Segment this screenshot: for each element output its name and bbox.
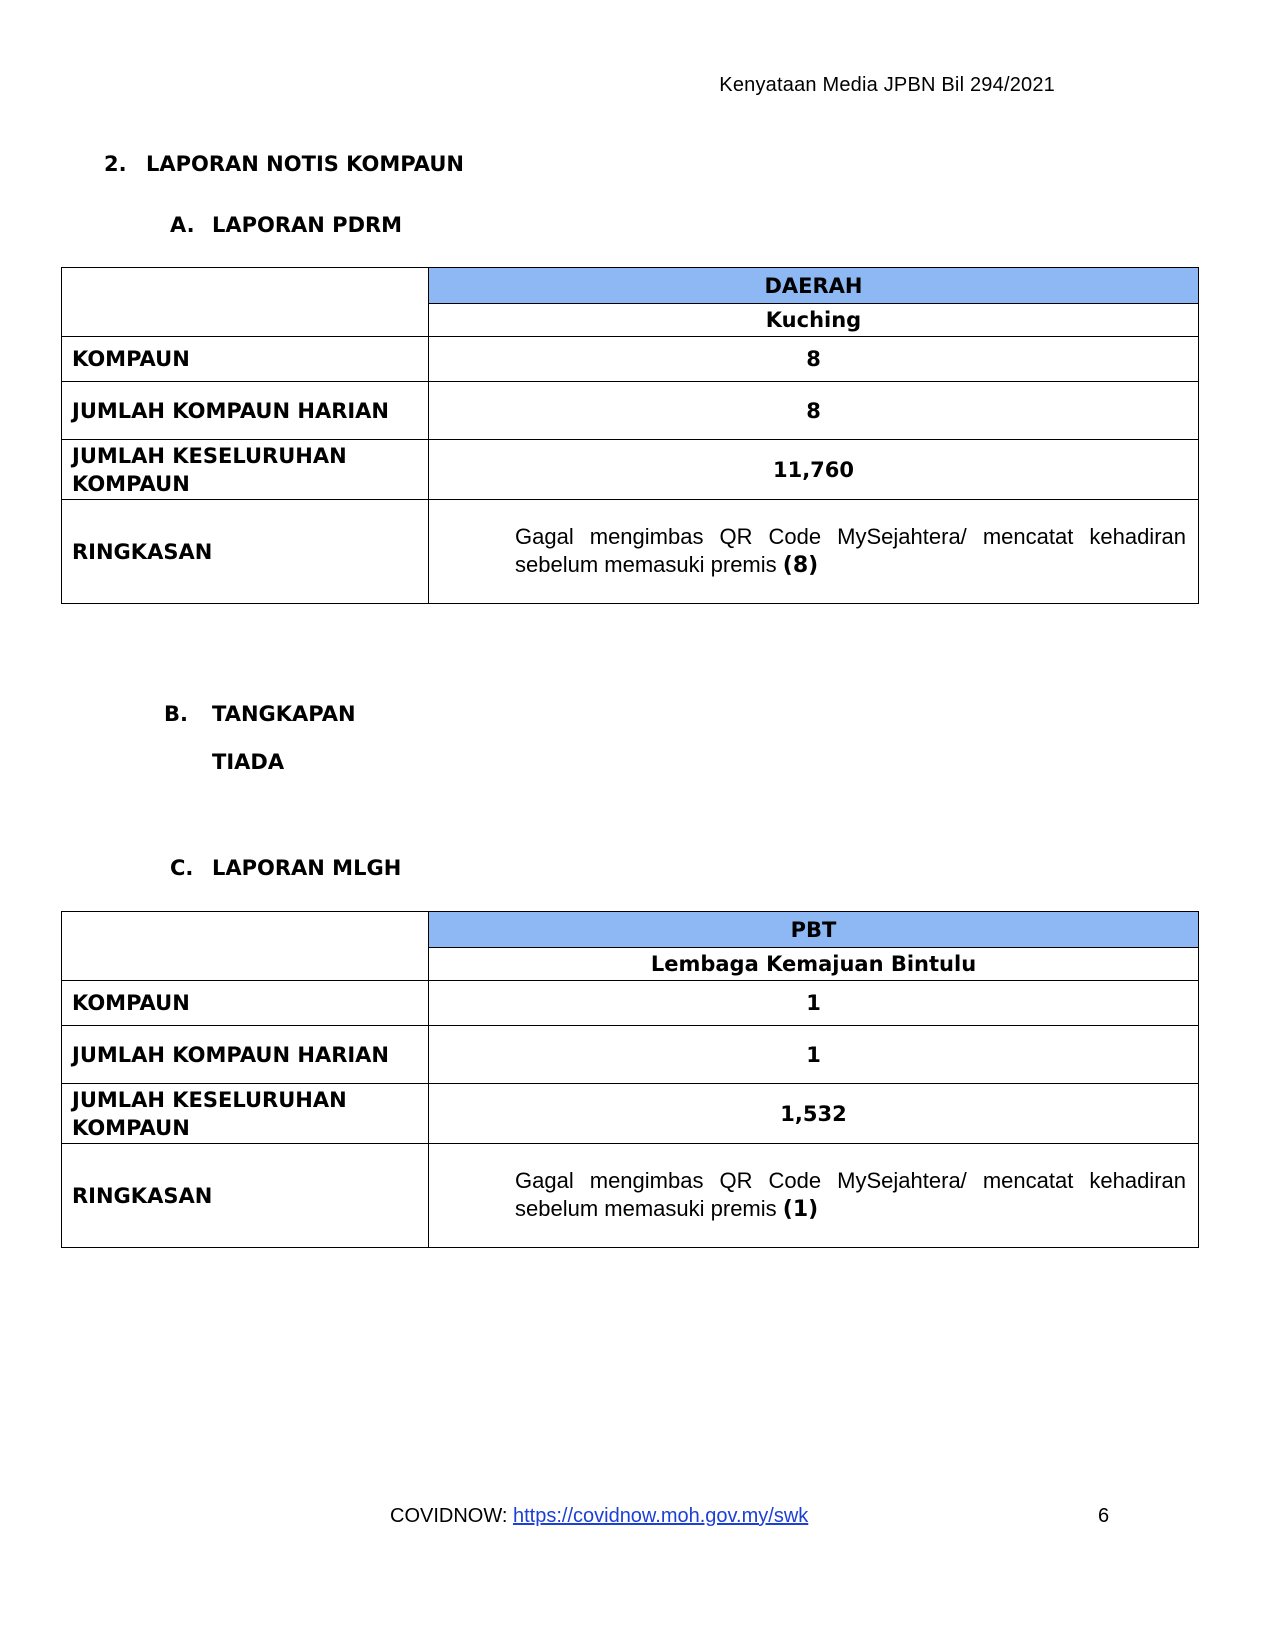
mlgh-group-header: PBT <box>429 912 1199 948</box>
part-c-letter: C. <box>170 856 194 880</box>
row-label-total-line2: KOMPAUN <box>72 471 190 496</box>
row-label-total-line1: JUMLAH KESELURUHAN <box>72 1087 347 1112</box>
section-title: LAPORAN NOTIS KOMPAUN <box>146 152 464 176</box>
summary-description: Gagal mengimbas QR Code MySejahtera/ mencatat kehadiran sebelum memasuki premis <box>515 1168 1186 1221</box>
footer-prefix: COVIDNOW: <box>390 1505 513 1527</box>
row-value-daily: 8 <box>429 382 1199 440</box>
row-label-daily: JUMLAH KOMPAUN HARIAN <box>62 382 429 440</box>
table-row <box>62 440 1199 500</box>
footer <box>390 1505 808 1528</box>
part-c-title: LAPORAN MLGH <box>212 856 402 880</box>
table-row <box>62 1084 1199 1144</box>
row-label-total <box>62 1084 429 1144</box>
part-a-letter: A. <box>170 213 195 237</box>
pdrm-column-header: Kuching <box>429 304 1199 337</box>
part-c-heading <box>170 856 401 880</box>
summary-count: (1) <box>782 1197 819 1222</box>
document-reference: Kenyataan Media JPBN Bil 294/2021 <box>719 74 1055 96</box>
row-label-daily: JUMLAH KOMPAUN HARIAN <box>62 1026 429 1084</box>
part-b-letter: B. <box>164 702 188 726</box>
row-value-summary <box>429 1144 1199 1248</box>
covidnow-link[interactable]: https://covidnow.moh.gov.my/swk <box>512 1505 809 1527</box>
mlgh-column-header: Lembaga Kemajuan Bintulu <box>429 948 1199 981</box>
row-label-summary: RINGKASAN <box>62 500 429 604</box>
page-number: 6 <box>1098 1505 1110 1527</box>
row-label-summary: RINGKASAN <box>62 1144 429 1248</box>
pdrm-table <box>61 267 1199 604</box>
row-label-kompaun: KOMPAUN <box>62 337 429 382</box>
section-number: 2. <box>104 152 127 176</box>
table-row <box>62 1144 1199 1248</box>
mlgh-table <box>61 911 1199 1248</box>
summary-text <box>515 1167 1186 1224</box>
summary-text <box>515 523 1186 580</box>
part-b-title: TANGKAPAN <box>212 702 356 726</box>
row-value-kompaun: 8 <box>429 337 1199 382</box>
row-value-total: 1,532 <box>429 1084 1199 1144</box>
summary-description: Gagal mengimbas QR Code MySejahtera/ mencatat kehadiran sebelum memasuki premis <box>515 524 1186 577</box>
mlgh-table-corner <box>62 912 429 981</box>
part-a-title: LAPORAN PDRM <box>212 213 403 237</box>
row-label-total <box>62 440 429 500</box>
table-row <box>62 382 1199 440</box>
table-row <box>62 337 1199 382</box>
section-heading <box>104 152 464 176</box>
table-row <box>62 1026 1199 1084</box>
part-b-body: TIADA <box>212 750 285 774</box>
row-value-daily: 1 <box>429 1026 1199 1084</box>
part-b-heading <box>164 702 356 726</box>
table-row <box>62 981 1199 1026</box>
row-value-kompaun: 1 <box>429 981 1199 1026</box>
row-value-summary <box>429 500 1199 604</box>
row-value-total: 11,760 <box>429 440 1199 500</box>
part-a-heading <box>170 213 402 237</box>
summary-count: (8) <box>782 553 819 578</box>
row-label-total-line1: JUMLAH KESELURUHAN <box>72 443 347 468</box>
pdrm-group-header: DAERAH <box>429 268 1199 304</box>
row-label-kompaun: KOMPAUN <box>62 981 429 1026</box>
row-label-total-line2: KOMPAUN <box>72 1115 190 1140</box>
table-row <box>62 500 1199 604</box>
pdrm-table-corner <box>62 268 429 337</box>
